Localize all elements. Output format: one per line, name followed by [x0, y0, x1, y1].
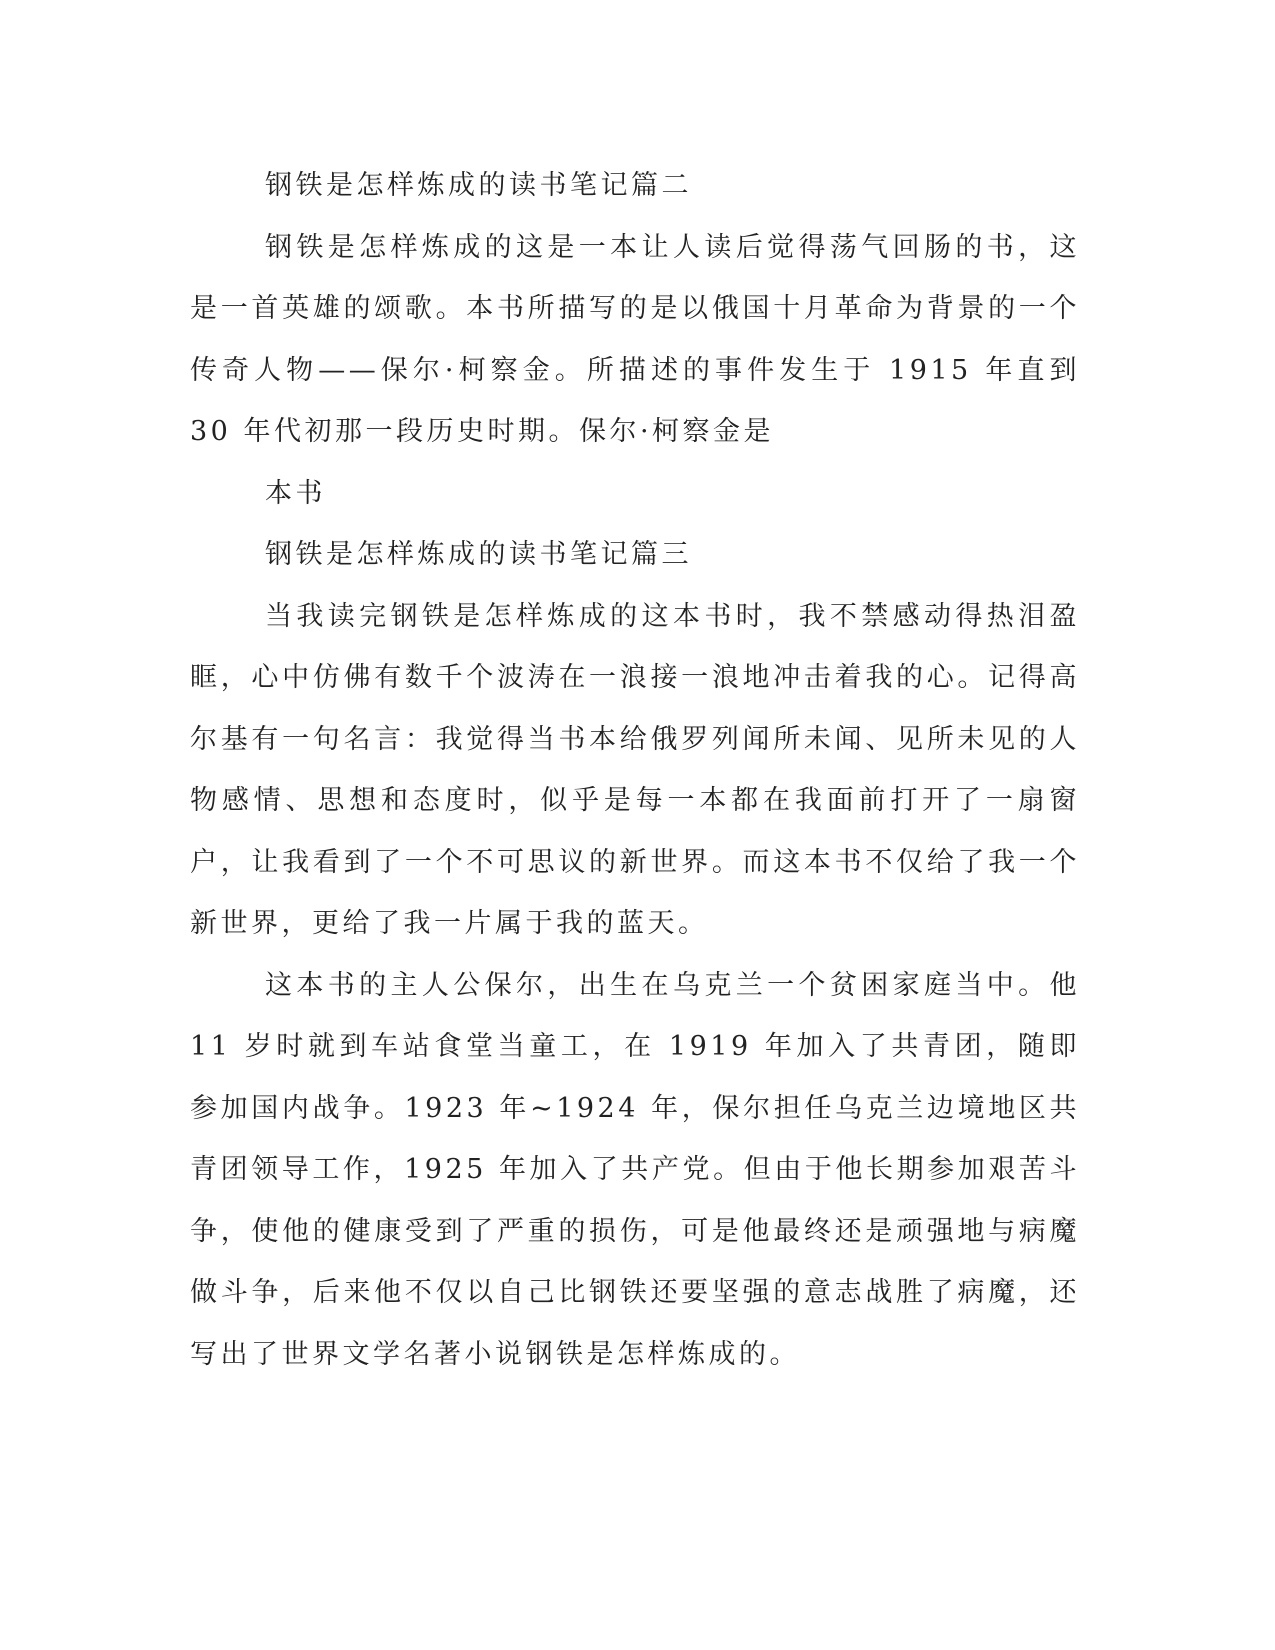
paragraph-reflection: 当我读完钢铁是怎样炼成的这本书时，我不禁感动得热泪盈眶，心中仿佛有数千个波涛在一浪接一浪地冲击着我的心。记得高尔基有一句名言：我觉得当书本给俄罗列闻所未闻、见所未见的人物感情、思想和态度时，似乎是每一本都在我面前打开了一扇窗户，让我看到了一个不可思议的新世界。而这本书不仅给了我一个新世界，更给了我一片属于我的蓝天。 — [190, 600, 1080, 939]
document-page — [190, 155, 1080, 1385]
section-heading-2: 钢铁是怎样炼成的读书笔记篇二 — [265, 170, 692, 201]
paragraph-protagonist: 这本书的主人公保尔，出生在乌克兰一个贫困家庭当中。他 11 岁时就到车站食堂当童工，在 1919 年加入了共青团，随即参加国内战争。1923 年~1924 年，保尔担任乌克兰边境地区共青团领导工作，1925 年加入了共产党。但由于他长期参加艰苦斗争，使他的健康受到了严重的损伤，可是他最终还是顽强地与病魔做斗争，后来他不仅以自己比钢铁还要坚强的意志战胜了病魔，还写出了世界文学名著小说钢铁是怎样炼成的。 — [190, 969, 1080, 1370]
paragraph-intro: 钢铁是怎样炼成的这是一本让人读后觉得荡气回肠的书，这是一首英雄的颂歌。本书所描写的是以俄国十月革命为背景的一个传奇人物——保尔·柯察金。所描述的事件发生于 1915 年直到 30 年代初那一段历史时期。保尔·柯察金是 — [190, 231, 1080, 447]
section-heading-3: 钢铁是怎样炼成的读书笔记篇三 — [265, 539, 692, 570]
fragment-line: 本书 — [265, 477, 326, 509]
